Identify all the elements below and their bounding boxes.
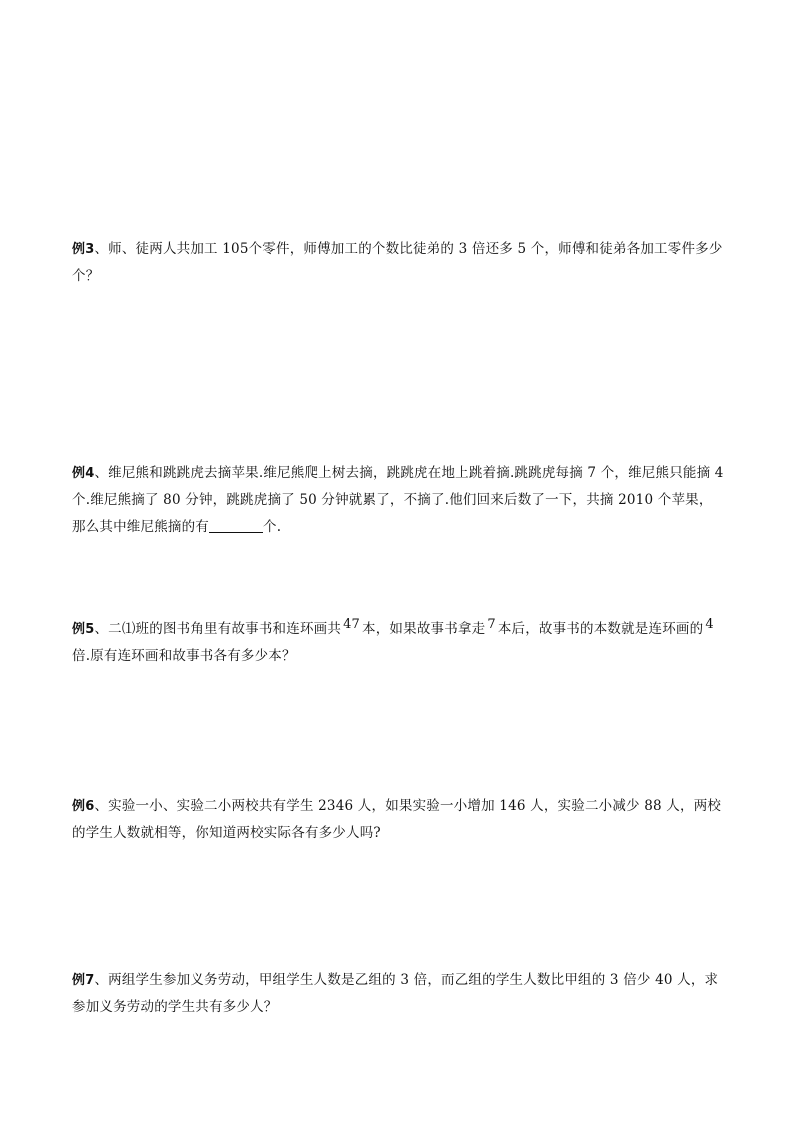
- problem-label: 例4: [72, 466, 95, 481]
- number-47: 47: [343, 617, 361, 632]
- problem-example-7: [72, 967, 724, 1021]
- problem-example-4: [72, 460, 724, 541]
- number-7: 7: [487, 617, 496, 632]
- problem-text-end: 个.: [263, 519, 282, 535]
- problem-label: 例3: [72, 242, 95, 257]
- problem-text-part-1: 、二⑴班的图书角里有故事书和连环画共: [94, 621, 342, 637]
- number-4: 4: [705, 617, 714, 632]
- problem-text-part-4: 倍.原有连环画和故事书各有多少本？: [72, 648, 296, 664]
- problem-label: 例7: [72, 973, 95, 988]
- problem-text: 、实验一小、实验二小两校共有学生 2346 人，如果实验一小增加 146 人，实验二小减少 88 人，两校的学生人数就相等，你知道两校实际各有多少人吗?: [72, 798, 722, 841]
- problem-text: 、师、徒两人共加工 105个零件，师傅加工的个数比徒弟的 3 倍还多 5 个，师傅和徒弟各加工零件多少个？: [72, 241, 723, 284]
- answer-blank: [209, 518, 263, 533]
- problem-label: 例5: [72, 622, 95, 637]
- problem-text-part-2: 本，如果故事书拿走: [362, 621, 486, 637]
- problem-example-5: [72, 616, 724, 670]
- problem-text: 、维尼熊和跳跳虎去摘苹果.维尼熊爬上树去摘，跳跳虎在地上跳着摘.跳跳虎每摘 7 个，维尼熊只能摘 4 个.维尼熊摘了 80 分钟，跳跳虎摘了 50 分钟就累了，不摘了.他们回来后数了一下，共摘 2010 个苹果，那么其中维尼熊摘的有: [72, 465, 724, 535]
- problem-example-6: [72, 793, 724, 847]
- problem-text-part-3: 本后，故事书的本数就是连环画的: [497, 621, 704, 637]
- problem-text: 、两组学生参加义务劳动，甲组学生人数是乙组的 3 倍，而乙组的学生人数比甲组的 3 倍少 40 人，求参加义务劳动的学生共有多少人？: [72, 972, 719, 1015]
- problem-label: 例6: [72, 799, 95, 814]
- problem-example-3: [72, 236, 724, 290]
